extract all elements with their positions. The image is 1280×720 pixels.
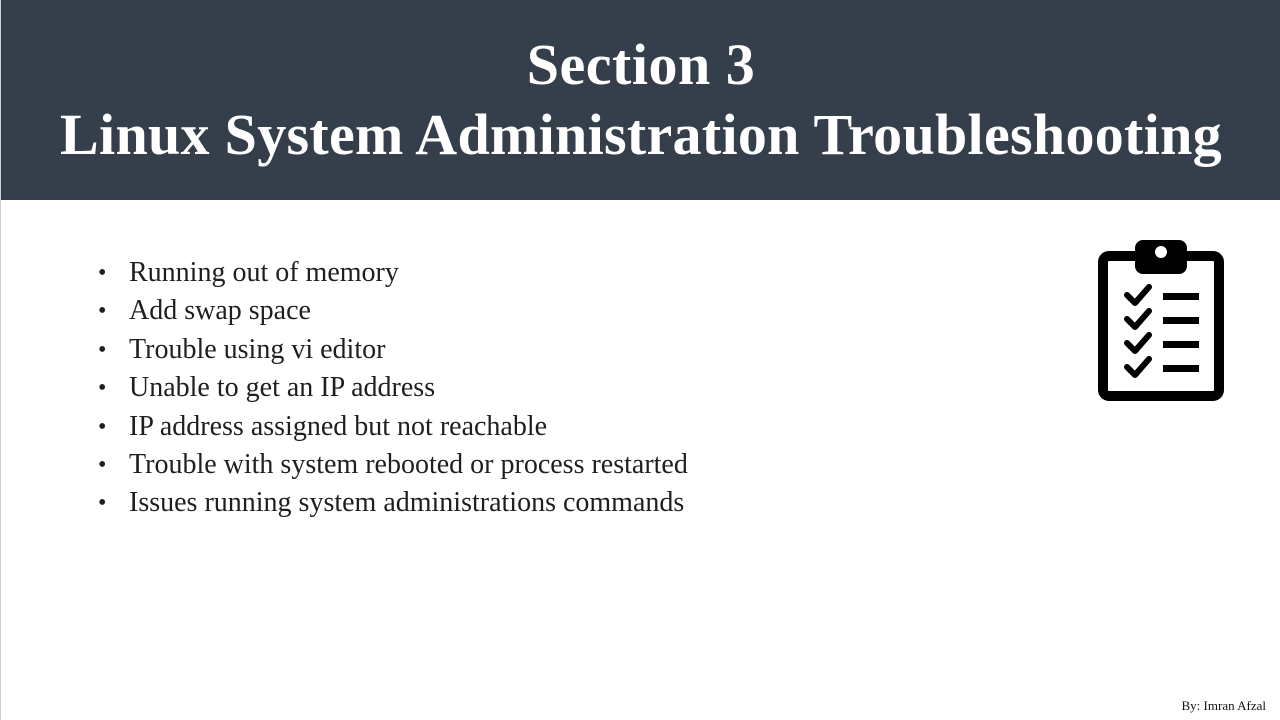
bullet-item xyxy=(97,484,688,522)
bullet-item xyxy=(97,446,688,484)
bullet-item xyxy=(97,331,688,369)
bullet-text: Add swap space xyxy=(129,295,311,327)
bullet-dot: • xyxy=(98,490,107,517)
bullet-dot: • xyxy=(98,260,107,286)
bullet-dot: • xyxy=(98,375,107,402)
section-title: Section 3 xyxy=(526,32,756,97)
bullet-item xyxy=(97,292,688,330)
bullet-dot: • xyxy=(98,452,107,479)
bullet-item xyxy=(97,254,688,292)
bullet-list xyxy=(97,254,688,523)
clipboard-checklist-icon xyxy=(1097,238,1225,402)
section-subtitle: Linux System Administration Troubleshooting xyxy=(60,102,1222,167)
bullet-item xyxy=(97,369,688,407)
bullet-dot: • xyxy=(98,336,107,363)
bullet-text: Unable to get an IP address xyxy=(129,372,436,404)
bullet-text: IP address assigned but not reachable xyxy=(129,410,548,442)
bullet-dot: • xyxy=(98,298,107,325)
bullet-text: Trouble with system rebooted or process restarted xyxy=(129,449,688,481)
bullet-text: Trouble using vi editor xyxy=(129,333,386,365)
author-credit: By: Imran Afzal xyxy=(1181,698,1266,713)
bullet-item xyxy=(97,408,688,446)
bullet-text: Issues running system administrations commands xyxy=(129,487,685,519)
slide-header xyxy=(1,0,1280,200)
bullet-text: Running out of memory xyxy=(129,257,399,288)
bullet-dot: • xyxy=(98,413,107,440)
